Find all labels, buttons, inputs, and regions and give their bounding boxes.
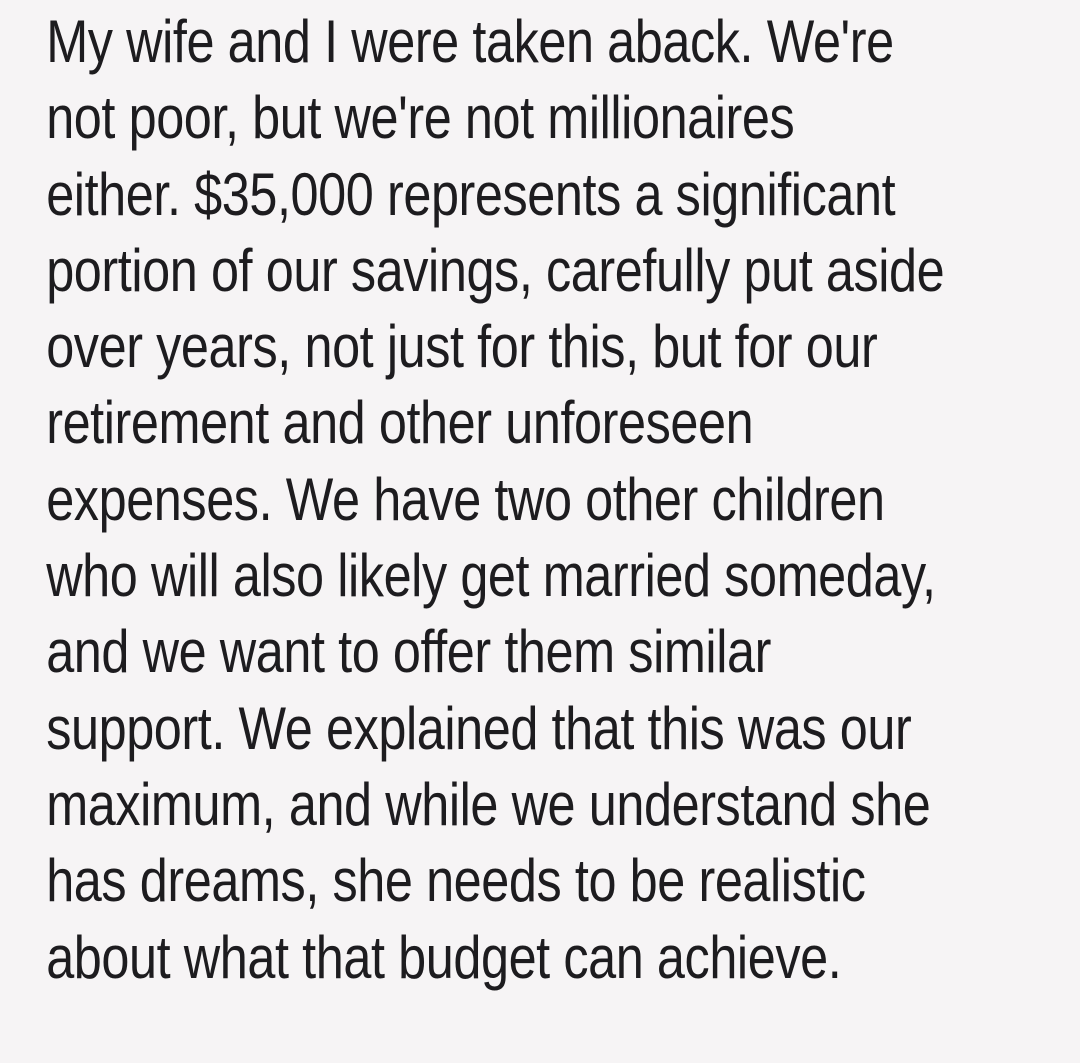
text-line: maximum, and while we understand she (46, 770, 931, 838)
text-line: My wife and I were taken aback. We're (46, 8, 894, 75)
text-line: and we want to offer them similar (46, 618, 771, 686)
text-line: support. We explained that this was our (46, 694, 912, 762)
text-line: who will also likely get married someday, (46, 542, 936, 610)
text-line: has dreams, she needs to be realistic (46, 847, 866, 915)
text-line: retirement and other unforeseen (46, 389, 754, 457)
text-line: either. $35,000 represents a significant (46, 160, 896, 228)
text-line: expenses. We have two other children (46, 465, 885, 533)
text-line: about what that budget can achieve. (46, 923, 842, 991)
text-line: over years, not just for this, but for our (46, 313, 878, 381)
text-line: not poor, but we're not millionaires (46, 84, 795, 152)
text-line: portion of our savings, carefully put aside (46, 236, 945, 304)
